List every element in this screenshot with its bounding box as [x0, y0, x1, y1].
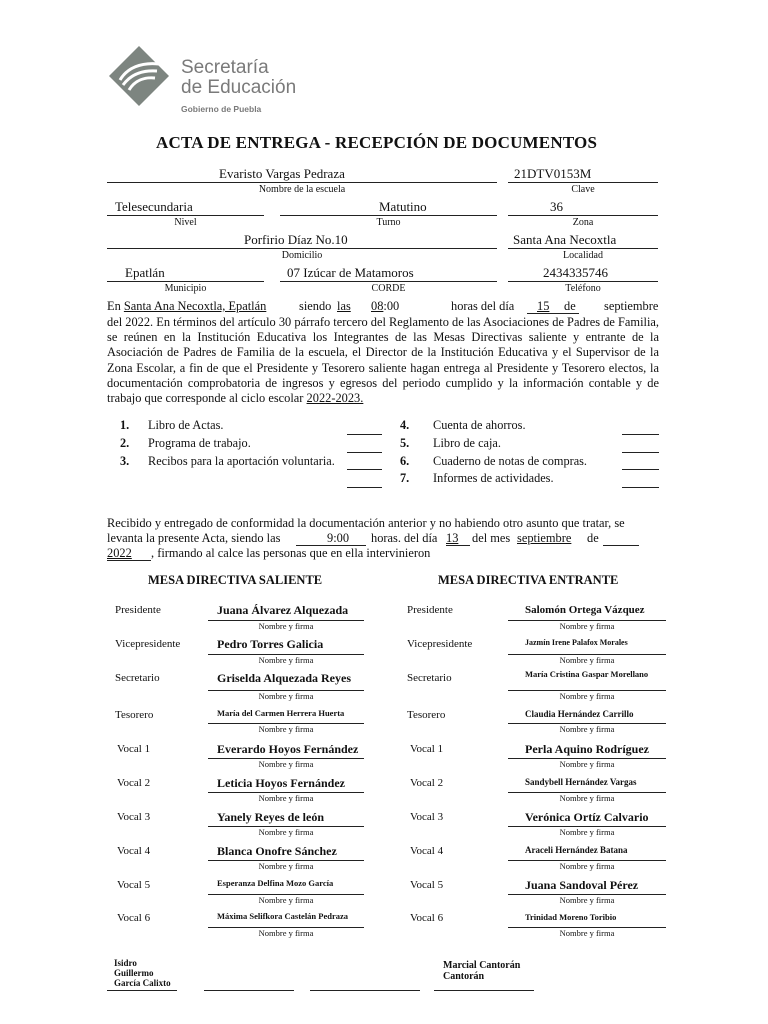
member-name: Juana Álvarez Alquezada: [217, 603, 349, 617]
closing-day: 13: [446, 531, 459, 545]
school-corde: 07 Izúcar de Matamoros: [287, 265, 414, 280]
member-name: Claudia Hernández Carrillo: [525, 709, 634, 719]
member-name: Trinidad Moreno Toribio: [525, 912, 617, 922]
start-day: 15: [537, 299, 550, 313]
member-name: Perla Aquino Rodríguez: [525, 742, 650, 756]
localidad-label: Localidad: [563, 250, 603, 261]
doc-item-2: Programa de trabajo.: [148, 436, 251, 450]
school-clave: 21DTV0153M: [514, 166, 592, 181]
domicilio-label: Domicilio: [281, 250, 323, 261]
school-zona: 36: [550, 199, 563, 214]
education-logo-icon: [107, 44, 171, 108]
doc-item-4: Cuenta de ahorros.: [433, 418, 526, 432]
school-nivel: Telesecundaria: [115, 199, 193, 214]
school-municipio: Epatlán: [125, 265, 165, 280]
school-localidad: Santa Ana Necoxtla: [513, 232, 617, 247]
signature-right-name: Marcial Cantorán Cantorán: [443, 960, 521, 982]
member-name: Sandybell Hernández Vargas: [525, 777, 637, 787]
logo-line3: Gobierno de Puebla: [181, 104, 262, 114]
closing-year: 2022: [107, 546, 132, 560]
school-name: Evaristo Vargas Pedraza: [219, 166, 345, 181]
doc-item-5: Libro de caja.: [433, 436, 501, 450]
closing-hour: 9:00: [327, 531, 350, 545]
member-name: Esperanza Delfina Mozo García: [217, 878, 334, 888]
member-name: Blanca Onofre Sánchez: [217, 844, 337, 858]
member-name: Griselda Alquezada Reyes: [217, 671, 351, 685]
member-name: Araceli Hernández Batana: [525, 845, 628, 855]
logo-line1: Secretaría: [181, 57, 269, 78]
municipio-label: Municipio: [164, 283, 207, 294]
logo: [107, 44, 171, 113]
member-name: Salomón Ortega Vázquez: [525, 604, 645, 616]
school-name-label: Nombre de la escuela: [258, 184, 346, 195]
school-turno: Matutino: [379, 199, 427, 214]
doc-item-6: Cuaderno de notas de compras.: [433, 454, 588, 468]
paragraph-body: del 2022. En términos del artículo 30 párrafo tercero del Reglamento de las Asociaciones de Padres de Familia, se reúnen en la Institución Educativa los Integrantes de las Mesas Directivas saliente y entrante de la Asociación de Padres de Familia de la escuela, el Director de la Institución Educativa y el Supervisor de la Zona Escolar, a fin de que el Presidente y Tesorero saliente hagan entrega al Presidente y Tesorero electos, la documentación comprobatoria de ingresos y egresos del periodo cumplido y la información contable y de trabajo que corresponde al ciclo escolar 2022-2023.: [107, 315, 659, 406]
opening-line: En Santa Ana Necoxtla, Epatlán: [107, 299, 267, 313]
member-name: María del Carmen Herrera Huerta: [217, 708, 345, 718]
page-title: ACTA DE ENTREGA - RECEPCIÓN DE DOCUMENTOS: [156, 133, 598, 152]
mesa-entrante-heading: MESA DIRECTIVA ENTRANTE: [438, 573, 619, 587]
turno-label: Turno: [376, 217, 401, 228]
member-name: Everardo Hoyos Fernández: [217, 742, 359, 756]
zona-label: Zona: [572, 217, 594, 228]
closing-line-1: Recibido y entregado de conformidad la documentación anterior y no habiendo otro asunto que tratar, se: [107, 516, 625, 530]
logo-line2: de Educación: [181, 77, 297, 98]
clave-label: Clave: [571, 184, 595, 195]
mesa-saliente-heading: MESA DIRECTIVA SALIENTE: [148, 573, 323, 587]
school-domicilio: Porfirio Díaz No.10: [244, 232, 348, 247]
corde-label: CORDE: [371, 283, 406, 294]
member-name: Juana Sandoval Pérez: [525, 878, 639, 892]
member-name: Pedro Torres Galicia: [217, 637, 324, 651]
member-name: Verónica Ortíz Calvario: [525, 810, 649, 824]
doc-item-3: Recibos para la aportación voluntaria.: [148, 454, 335, 468]
school-telefono: 2434335746: [543, 265, 608, 280]
nivel-label: Nivel: [174, 217, 197, 228]
telefono-label: Teléfono: [565, 283, 601, 294]
start-hour: 08:00: [371, 299, 400, 313]
doc-item-1: Libro de Actas.: [148, 418, 224, 432]
doc-item-7: Informes de actividades.: [433, 471, 554, 485]
member-name: María Cristina Gaspar Morellano: [525, 669, 649, 679]
signature-left-name: Isidro Guillermo García Calixto: [114, 958, 171, 988]
member-name: Leticia Hoyos Fernández: [217, 776, 345, 790]
closing-month: septiembre: [517, 531, 572, 545]
member-name: Máxima Selifkora Castelán Pedraza: [217, 911, 349, 921]
start-month: septiembre: [604, 299, 659, 313]
member-name: Yanely Reyes de león: [217, 810, 324, 824]
member-name: Jazmín Irene Palafox Morales: [525, 638, 628, 647]
